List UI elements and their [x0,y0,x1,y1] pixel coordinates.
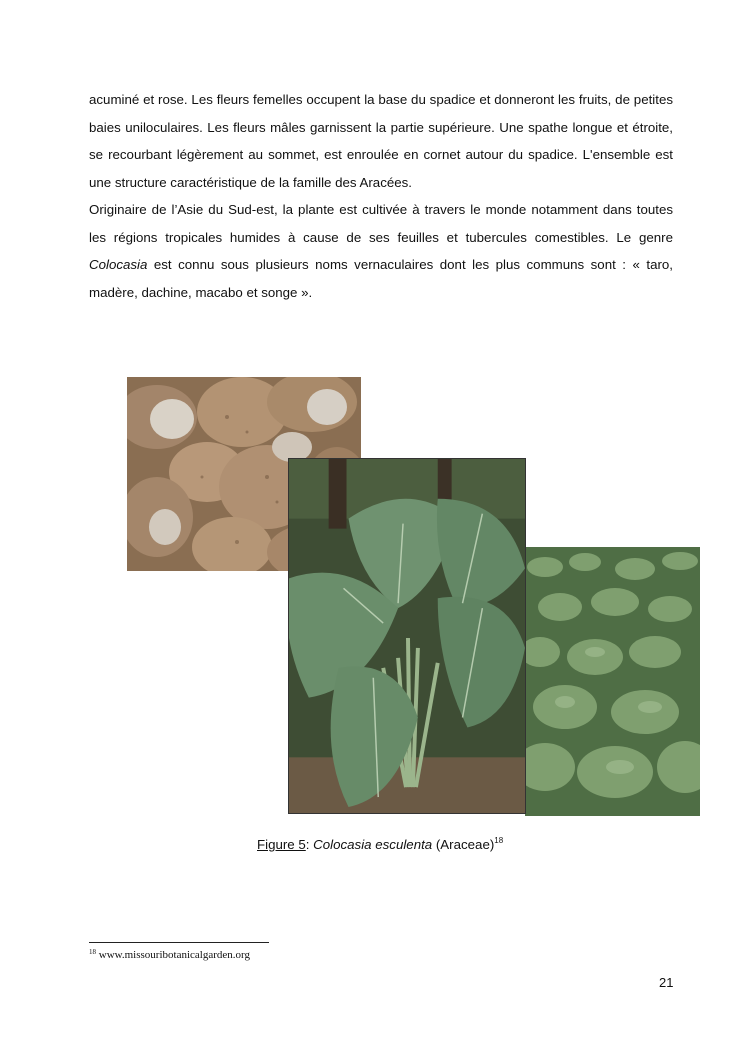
paragraph-origin [89,196,673,306]
figure-separator: : [305,837,314,852]
genus-name: Colocasia [89,257,148,272]
photo-taro-plant [288,458,526,814]
photo-taro-field [525,547,700,816]
figure-species: Colocasia esculenta [313,837,433,852]
footnote-url[interactable]: www.missouribotanicalgarden.org [96,949,250,961]
figure-label: Figure 5 [257,837,306,852]
figure-caption [257,836,503,852]
footnote-number: 18 [89,948,96,956]
paragraph-flowers: acuminé et rose. Les fleurs femelles occupent la base du spadice et donneront les fruits, de petites baies uniloculaires. Les fleurs mâles garnissent la partie supérieure. Une spathe longue et étroite, se recourbant légèrement au sommet, est enroulée en cornet autour du spadice. L'ensemble est une structure caractéristique de la famille des Aracées. [89,92,673,190]
body-text [89,86,673,306]
figure-footnote-ref[interactable]: 18 [494,836,504,845]
figure-family: (Araceae) [432,837,495,852]
paragraph-origin-part1: Originaire de l’Asie du Sud-est, la plante est cultivée à travers le monde notamment dans toutes les régions tropicales humides à cause de ses feuilles et tubercules comestibles. Le genre [89,202,673,245]
page-number: 21 [659,975,674,990]
footnote [89,948,250,961]
footnote-separator [89,942,269,943]
paragraph-origin-part2: est connu sous plusieurs noms vernaculaires dont les plus communs sont : « taro, madère, dachine, macabo et songe ». [89,257,673,300]
